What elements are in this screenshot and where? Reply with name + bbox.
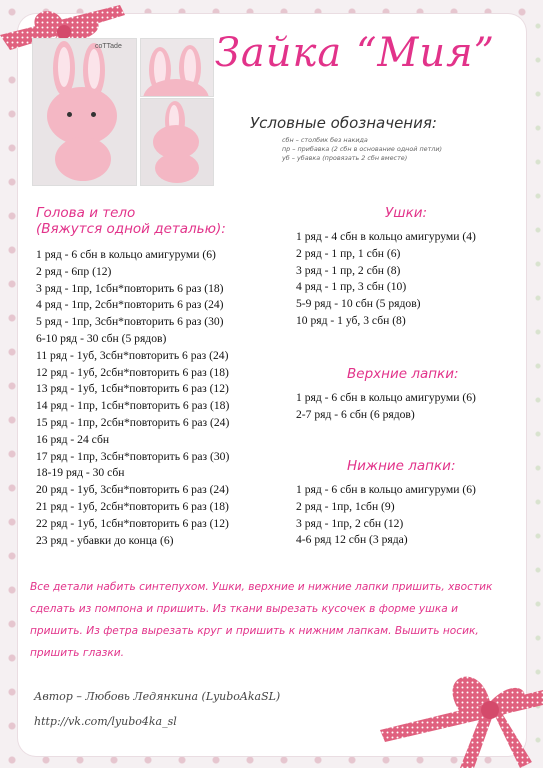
pattern-row: 18-19 ряд - 30 сбн: [36, 466, 125, 480]
page-title: Зайка “Мия”: [215, 30, 496, 76]
bunny-photo-top: [140, 38, 214, 97]
bunny-photo-side: [140, 98, 214, 186]
author-link[interactable]: http://vk.com/lyubo4ka_sl: [34, 715, 177, 728]
pattern-row: 5 ряд - 1пр, 3сбн*повторить 6 раз (30): [36, 315, 224, 329]
ears-heading: Ушки:: [385, 205, 428, 221]
pattern-row: 3 ряд - 1пр, 1сбн*повторить 6 раз (18): [36, 281, 224, 295]
pattern-row: 2 ряд - 1пр, 1сбн (9): [296, 499, 395, 513]
pattern-row: 1 ряд - 6 сбн в кольцо амигуруми (6): [296, 483, 476, 496]
pattern-row: 3 ряд - 1пр, 2 сбн (12): [296, 516, 404, 530]
pattern-row: 3 ряд - 1 пр, 2 сбн (8): [296, 263, 401, 277]
pattern-row: 11 ряд - 1уб, 3сбн*повторить 6 раз (24): [36, 348, 229, 362]
legend-title: Условные обозначения:: [250, 114, 437, 132]
ears-rows: [296, 229, 476, 330]
pattern-row: 12 ряд - 1уб, 2сбн*повторить 6 раз (18): [36, 365, 229, 379]
legend-line: уб – убавка (провязать 2 сбн вместе): [282, 154, 408, 162]
assembly-note: Все детали набить синтепухом. Ушки, верхние и нижние лапки пришить, хвостик сделать из помпона и пришить. Из ткани вырезать кусочек в форме ушка и пришить. Из фетра вырезать круг и пришить к нижним лапкам. Вышить носик, пришить глазки.: [30, 581, 493, 659]
pattern-row: 10 ряд - 1 уб, 3 сбн (8): [296, 313, 406, 327]
author-credit: Автор – Любовь Ледянкина (LyuboAkaSL): [34, 690, 281, 703]
upper-paws-rows: [296, 390, 476, 424]
head-body-heading-line1: Голова и тело: [36, 205, 136, 221]
pattern-row: 1 ряд - 4 сбн в кольцо амигуруми (4): [296, 230, 476, 243]
pattern-row: 2-7 ряд - 6 сбн (6 рядов): [296, 407, 415, 421]
pattern-row: 4 ряд - 1пр, 2сбн*повторить 6 раз (24): [36, 298, 224, 312]
pattern-row: 22 ряд - 1уб, 1сбн*повторить 6 раз (12): [36, 516, 229, 530]
pattern-row: 5-9 ряд - 10 сбн (5 рядов): [296, 297, 421, 311]
pattern-row: 23 ряд - убавки до конца (6): [36, 533, 174, 547]
head-body-heading-line2: (Вяжутся одной деталью):: [36, 221, 226, 237]
pattern-row: 15 ряд - 1пр, 2сбн*повторить 6 раз (24): [36, 415, 230, 429]
legend-lines: [282, 136, 442, 163]
photo-logo: coTTade: [95, 43, 122, 50]
head-body-rows: [36, 247, 229, 549]
pattern-row: 4 ряд - 1 пр, 3 сбн (10): [296, 280, 407, 294]
head-body-heading: [36, 205, 226, 237]
pattern-row: 1 ряд - 6 сбн в кольцо амигуруми (6): [296, 391, 476, 404]
pattern-row: 17 ряд - 1пр, 3сбн*повторить 6 раз (30): [36, 449, 230, 463]
upper-paws-heading: Верхние лапки:: [347, 366, 459, 382]
pattern-row: 2 ряд - 6пр (12): [36, 264, 112, 278]
pattern-row: 2 ряд - 1 пр, 1 сбн (6): [296, 246, 401, 260]
pattern-row: 4-6 ряд 12 сбн (3 ряда): [296, 533, 408, 547]
pattern-row: 20 ряд - 1уб, 3сбн*повторить 6 раз (24): [36, 483, 229, 497]
pattern-row: 1 ряд - 6 сбн в кольцо амигуруми (6): [36, 248, 216, 261]
pattern-row: 6-10 ряд - 30 сбн (5 рядов): [36, 331, 167, 345]
legend-line: сбн – столбик без накида: [282, 136, 368, 144]
lower-paws-rows: [296, 482, 476, 549]
lower-paws-heading: Нижние лапки:: [347, 458, 456, 474]
pattern-row: 16 ряд - 24 сбн: [36, 432, 110, 446]
legend-line: пр – прибавка (2 сбн в основание одной петли): [282, 145, 443, 153]
pattern-row: 13 ряд - 1уб, 1сбн*повторить 6 раз (12): [36, 382, 229, 396]
pattern-row: 21 ряд - 1уб, 2сбн*повторить 6 раз (18): [36, 499, 229, 513]
ribbon-bow-bottom-icon: [380, 650, 543, 768]
pattern-row: 14 ряд - 1пр, 1сбн*повторить 6 раз (18): [36, 399, 230, 413]
bunny-photo-main: [32, 38, 137, 186]
